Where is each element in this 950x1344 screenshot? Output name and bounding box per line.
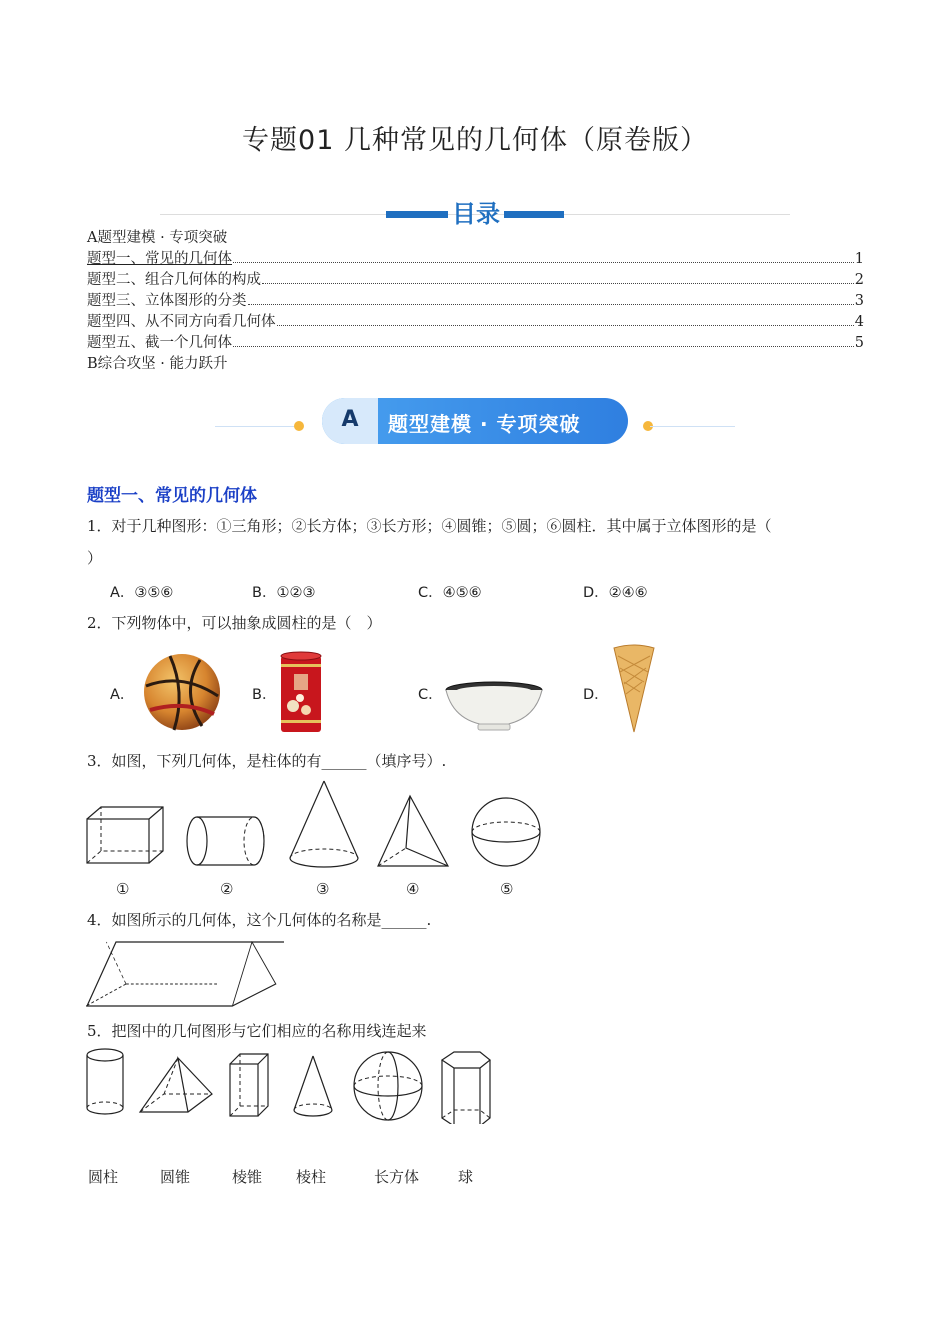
basketball-image bbox=[140, 652, 224, 732]
question-1-text: 1．对于几种图形：①三角形；②长方体；③长方形；④圆锥；⑤圆；⑥圆柱．其中属于立体图形的是（ bbox=[87, 517, 772, 535]
banner-line-right bbox=[650, 426, 735, 427]
q5-pyramid-figure bbox=[140, 1058, 212, 1112]
page-title: 专题01 几种常见的几何体（原卷版） bbox=[242, 125, 708, 156]
q5-name-sphere: 球 bbox=[458, 1168, 474, 1186]
toc-item-b[interactable]: B综合攻坚 · 能力跃升 bbox=[87, 356, 228, 372]
q3-label-5: ⑤ bbox=[500, 880, 514, 898]
q5-name-cylinder: 圆柱 bbox=[88, 1168, 119, 1186]
q2-option-c[interactable]: C． bbox=[418, 687, 443, 703]
q1-option-b[interactable]: B．①②③ bbox=[252, 585, 316, 601]
q3-label-3: ③ bbox=[316, 880, 330, 898]
q2-option-a[interactable]: A． bbox=[110, 687, 135, 703]
q5-name-prism: 棱柱 bbox=[296, 1168, 327, 1186]
toc-bar-left bbox=[386, 211, 448, 218]
toc-bar-right bbox=[504, 211, 564, 218]
q3-label-1: ① bbox=[116, 880, 130, 898]
toc-item-2[interactable]: 题型二、组合几何体的构成 2 bbox=[87, 272, 864, 288]
table-of-contents bbox=[87, 228, 864, 375]
question-2-text: 2．下列物体中，可以抽象成圆柱的是（ ） bbox=[87, 614, 382, 632]
q1-option-c[interactable]: C．④⑤⑥ bbox=[418, 585, 482, 601]
toc-item-a[interactable]: A题型建模 · 专项突破 bbox=[87, 230, 228, 246]
question-5-text: 5．把图中的几何图形与它们相应的名称用线连起来 bbox=[87, 1022, 427, 1040]
q4-prism-figure bbox=[84, 934, 284, 1012]
q5-figures bbox=[84, 1046, 504, 1124]
q3-pyramid-figure bbox=[378, 796, 448, 866]
tea-can-image bbox=[278, 650, 324, 734]
banner-line-left bbox=[215, 426, 300, 427]
banner-dot-left bbox=[294, 421, 304, 431]
question-3-text: 3．如图，下列几何体，是柱体的有______（填序号）. bbox=[87, 752, 447, 770]
question-1-text-cont: ） bbox=[87, 549, 103, 567]
q5-name-cuboid: 长方体 bbox=[374, 1168, 420, 1186]
toc-item-5[interactable]: 题型五、截一个几何体 5 bbox=[87, 335, 864, 351]
q5-sphere-figure bbox=[354, 1052, 422, 1120]
q5-name-cone: 圆锥 bbox=[160, 1168, 191, 1186]
q3-label-4: ④ bbox=[406, 880, 420, 898]
section-title: 题型一、常见的几何体 bbox=[87, 486, 257, 506]
q1-option-d[interactable]: D．②④⑥ bbox=[583, 585, 648, 601]
q3-cuboid-figure bbox=[87, 807, 163, 863]
toc-item-1[interactable]: 题型一、常见的几何体 1 bbox=[87, 251, 864, 267]
banner-text: 题型建模 · 专项突破 bbox=[388, 412, 581, 436]
q2-option-b[interactable]: B． bbox=[252, 687, 277, 703]
banner-letter: A bbox=[341, 407, 359, 432]
toc-heading: 目录 bbox=[452, 200, 500, 228]
toc-item-3[interactable]: 题型三、立体图形的分类 3 bbox=[87, 293, 864, 309]
question-4-text: 4．如图所示的几何体，这个几何体的名称是______. bbox=[87, 911, 432, 929]
q3-cylinder-figure bbox=[187, 817, 264, 865]
q2-option-d[interactable]: D． bbox=[583, 687, 609, 703]
q5-hexagonal-prism-figure bbox=[442, 1052, 490, 1124]
q3-cone-figure bbox=[290, 781, 358, 867]
toc-item-4[interactable]: 题型四、从不同方向看几何体 4 bbox=[87, 314, 864, 330]
ice-cream-cone-image bbox=[612, 642, 656, 734]
q3-figures bbox=[84, 776, 554, 874]
q3-sphere-figure bbox=[472, 798, 540, 866]
q5-cuboid-figure bbox=[230, 1054, 268, 1116]
section-banner bbox=[322, 398, 628, 444]
q1-option-a[interactable]: A．③⑤⑥ bbox=[110, 585, 174, 601]
q5-cone-figure bbox=[294, 1056, 332, 1116]
q3-label-2: ② bbox=[220, 880, 234, 898]
q5-cylinder-figure bbox=[87, 1049, 123, 1114]
bowl-image bbox=[444, 680, 544, 732]
q5-name-pyramid: 棱锥 bbox=[232, 1168, 263, 1186]
